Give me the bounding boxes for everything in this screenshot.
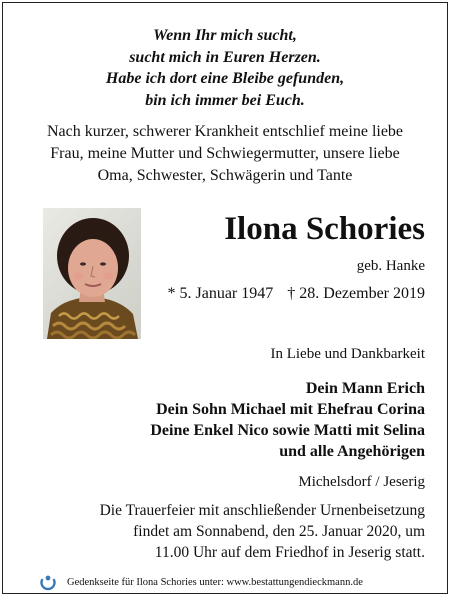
mourners-list — [150, 378, 425, 462]
life-dates — [168, 285, 426, 303]
poem-line: Wenn Ihr mich sucht, — [153, 27, 297, 44]
obituary-notice — [2, 2, 448, 594]
service-line: findet am Sonnabend, den 25. Januar 2020, um — [133, 523, 425, 540]
memorial-poem — [3, 25, 447, 111]
deceased-name: Ilona Schories — [224, 211, 425, 247]
poem-line: Habe ich dort eine Bleibe gefunden, — [105, 70, 345, 87]
portrait-illustration — [43, 208, 141, 339]
intro-line: Oma, Schwester, Schwägerin und Tante — [97, 167, 353, 184]
portrait-photo — [43, 208, 141, 339]
mourner-line: Dein Mann Erich — [305, 380, 425, 397]
birth-date: * 5. Januar 1947 — [167, 285, 274, 302]
service-info — [100, 500, 425, 563]
poem-line: sucht mich in Euren Herzen. — [129, 48, 321, 66]
intro-line: Frau, meine Mutter und Schwiegermutter, unsere liebe — [50, 145, 400, 162]
death-date: † 28. Dezember 2019 — [287, 285, 425, 302]
service-line: Die Trauerfeier mit anschließender Urnenbeisetzung — [99, 502, 425, 519]
service-line: 11.00 Uhr auf dem Friedhof in Jeserig statt. — [154, 544, 425, 561]
mourner-line: und alle Angehörigen — [279, 443, 425, 460]
intro-line: Nach kurzer, schwerer Krankheit entschlief meine liebe — [46, 123, 404, 140]
poem-line: bin ich immer bei Euch. — [145, 91, 305, 109]
footer — [39, 573, 363, 591]
mourner-line: Deine Enkel Nico sowie Matti mit Selina — [150, 422, 425, 439]
place-line: Michelsdorf / Jeserig — [298, 474, 425, 490]
love-line: In Liebe und Dankbarkeit — [270, 346, 425, 362]
maiden-name: geb. Hanke — [356, 258, 425, 274]
intro-text — [3, 121, 447, 187]
mourner-line: Dein Sohn Michael mit Ehefrau Corina — [156, 401, 425, 418]
memorial-page-link[interactable]: Gedenkseite für Ilona Schories unter: www.bestattungendieckmann.de — [67, 576, 363, 588]
memorial-logo-icon — [39, 573, 57, 591]
